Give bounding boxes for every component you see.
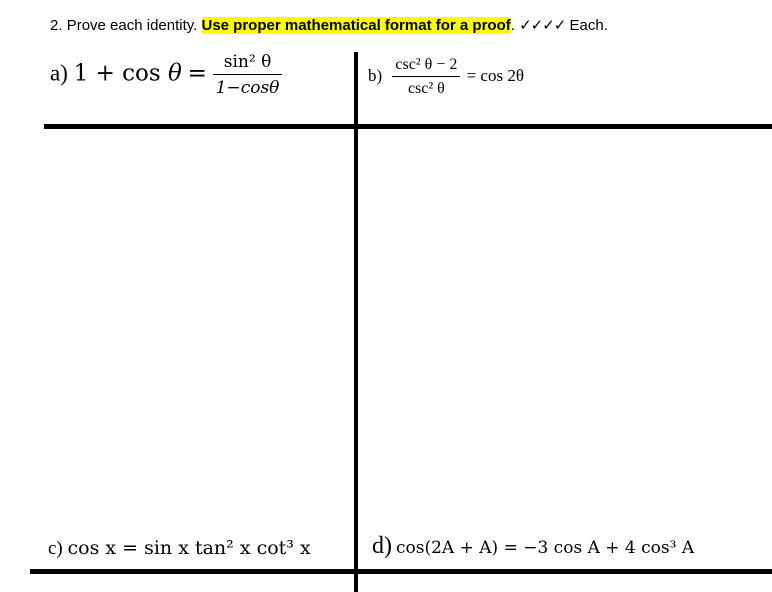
problem-c-expression: cos x = sin x tan² x cot³ x bbox=[67, 537, 311, 559]
problem-d bbox=[372, 533, 694, 560]
checkmark-icons: ✓✓✓✓ bbox=[519, 17, 566, 34]
problem-number: 2. bbox=[50, 17, 63, 34]
problem-c-label: c) bbox=[48, 538, 63, 559]
instructions-header bbox=[50, 16, 608, 34]
problem-a-equals: = bbox=[187, 60, 207, 87]
problem-b-fraction bbox=[392, 56, 460, 98]
problem-c bbox=[48, 537, 311, 560]
problem-a-numerator: sin² θ bbox=[213, 52, 283, 75]
divider-vertical bbox=[354, 52, 358, 592]
problem-d-label: d) bbox=[372, 533, 392, 559]
each-label: Each. bbox=[569, 17, 608, 34]
problem-b-rhs: = cos 2θ bbox=[466, 65, 524, 85]
problem-b-denominator: csc² θ bbox=[407, 80, 445, 97]
problem-a-fraction bbox=[213, 52, 283, 98]
problem-a bbox=[50, 52, 282, 98]
problem-b-label: b) bbox=[368, 65, 383, 85]
problem-a-lhs: 1 + cos θ bbox=[73, 60, 182, 87]
problem-a-denominator: 1−cosθ bbox=[215, 78, 280, 98]
divider-top bbox=[44, 124, 772, 129]
period: . bbox=[510, 17, 515, 34]
problem-a-label: a) bbox=[50, 60, 68, 86]
divider-bottom bbox=[30, 569, 772, 574]
problem-d-expression: cos(2A + A) = −3 cos A + 4 cos³ A bbox=[396, 538, 695, 558]
problem-b-numerator: csc² θ − 2 bbox=[392, 56, 460, 77]
highlighted-instruction: Use proper mathematical format for a proof bbox=[201, 17, 511, 34]
problem-b bbox=[368, 56, 524, 98]
instruction-lead: Prove each identity. bbox=[66, 17, 198, 34]
